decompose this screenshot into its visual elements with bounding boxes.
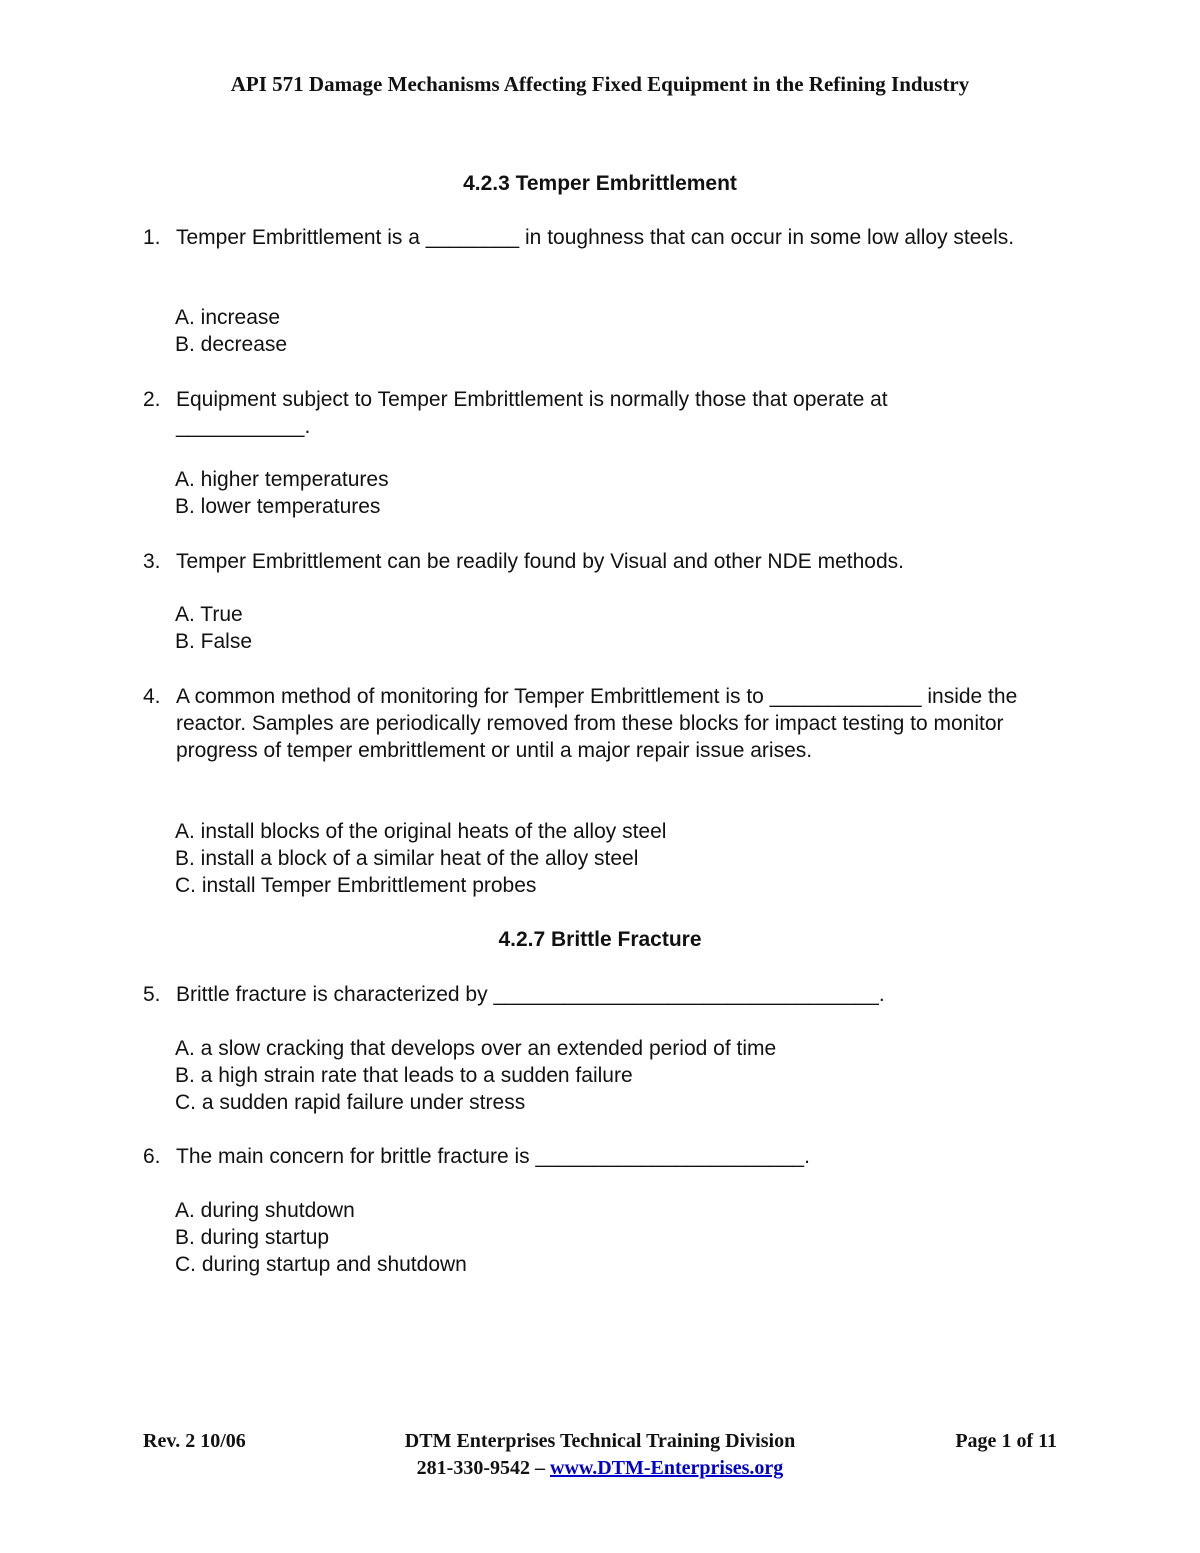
section-heading-temper-embrittlement: 4.2.3 Temper Embrittlement bbox=[463, 172, 737, 195]
question-text: Temper Embrittlement is a ________ in toughness that can occur in some low alloy steels. bbox=[176, 226, 1015, 249]
footer-contact bbox=[0, 1457, 1200, 1480]
question-4 bbox=[143, 683, 1043, 764]
question-number: 2. bbox=[143, 388, 161, 411]
section-heading-brittle-fracture: 4.2.7 Brittle Fracture bbox=[498, 928, 702, 951]
answer-option: B. False bbox=[175, 630, 253, 653]
answer-option: B. install a block of a similar heat of the alloy steel bbox=[175, 847, 639, 870]
question-2 bbox=[143, 386, 1043, 440]
answer-option: B. lower temperatures bbox=[175, 495, 381, 518]
question-text: Equipment subject to Temper Embrittlement is normally those that operate at ___________. bbox=[176, 388, 888, 438]
answer-option: A. increase bbox=[175, 306, 281, 329]
answer-option: C. a sudden rapid failure under stress bbox=[175, 1091, 526, 1114]
question-number: 6. bbox=[143, 1145, 161, 1168]
question-number: 4. bbox=[143, 685, 161, 708]
answer-option: A. during shutdown bbox=[175, 1199, 355, 1222]
question-3 bbox=[143, 548, 1043, 575]
question-text: Brittle fracture is characterized by _________________________________. bbox=[176, 983, 885, 1006]
answer-option: A. install blocks of the original heats of the alloy steel bbox=[175, 820, 667, 843]
answer-option: B. a high strain rate that leads to a sudden failure bbox=[175, 1064, 633, 1087]
answer-option: A. higher temperatures bbox=[175, 468, 389, 491]
answer-option: C. install Temper Embrittlement probes bbox=[175, 874, 537, 897]
question-text: A common method of monitoring for Temper Embrittlement is to _____________ inside the reactor. Samples are periodically removed from these blocks for impact testing to monitor progress of temper embrittlement or until a major repair issue arises. bbox=[176, 685, 1018, 762]
question-6 bbox=[143, 1143, 1043, 1170]
question-number: 1. bbox=[143, 226, 161, 249]
footer-phone: 281-330-9542 – bbox=[416, 1457, 545, 1479]
answer-option: C. during startup and shutdown bbox=[175, 1253, 467, 1276]
document-header-title: API 571 Damage Mechanisms Affecting Fixed Equipment in the Refining Industry bbox=[230, 72, 970, 96]
question-1 bbox=[143, 224, 1043, 251]
answer-option: A. a slow cracking that develops over an extended period of time bbox=[175, 1037, 777, 1060]
question-number: 5. bbox=[143, 983, 161, 1006]
answer-list-4 bbox=[175, 818, 1055, 899]
question-number: 3. bbox=[143, 550, 161, 573]
answer-list-1 bbox=[175, 304, 1055, 358]
footer-organization: DTM Enterprises Technical Training Division bbox=[404, 1430, 796, 1452]
footer-page-number: Page 1 of 11 bbox=[955, 1430, 1057, 1452]
answer-list-3 bbox=[175, 601, 1055, 655]
answer-list-6 bbox=[175, 1197, 1055, 1278]
footer-website-link[interactable]: www.DTM-Enterprises.org bbox=[550, 1457, 784, 1479]
footer-revision: Rev. 2 10/06 bbox=[143, 1430, 246, 1452]
answer-list-5 bbox=[175, 1035, 1055, 1116]
question-5 bbox=[143, 981, 1043, 1008]
question-text: Temper Embrittlement can be readily found by Visual and other NDE methods. bbox=[176, 550, 904, 573]
answer-option: B. during startup bbox=[175, 1226, 330, 1249]
question-text: The main concern for brittle fracture is _______________________. bbox=[176, 1145, 810, 1168]
answer-option: A. True bbox=[175, 603, 243, 626]
answer-option: B. decrease bbox=[175, 333, 288, 356]
answer-list-2 bbox=[175, 466, 1055, 520]
